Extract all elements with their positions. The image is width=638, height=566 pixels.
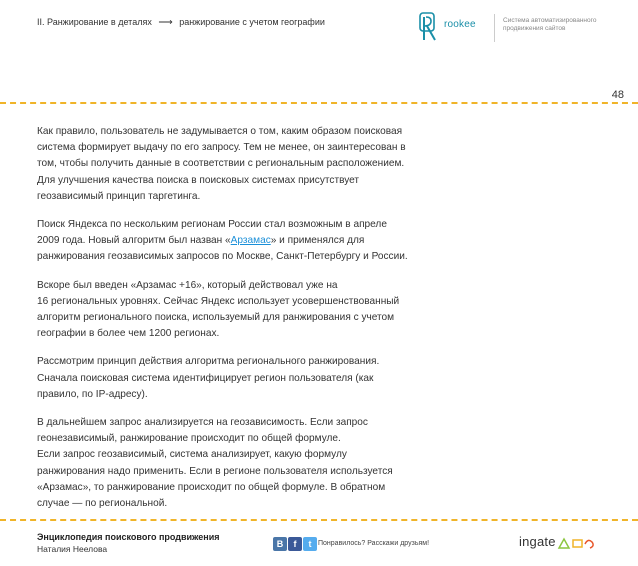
page-header <box>0 0 638 60</box>
text-line: правило, по IP-адресу). <box>37 388 148 400</box>
text-line: ранжирования надо применить. Если в регионе пользователя используется <box>37 465 393 477</box>
text-line: Поиск Яндекса по нескольким регионам России стал возможным в апреле <box>37 219 387 231</box>
breadcrumb-topic: ранжирование с учетом географии <box>179 17 325 27</box>
vk-share-icon[interactable]: B <box>273 537 287 551</box>
text-line: Как правило, пользователь не задумывается о том, каким образом поисковая <box>37 126 403 137</box>
text-line: система формирует выдачу по его запросу. Тем не менее, он заинтересован в <box>37 142 406 154</box>
paragraph-arzamas-16 <box>37 278 417 343</box>
book-author: Наталия Неелова <box>37 544 108 554</box>
tagline-line: Система автоматизированного <box>503 17 597 24</box>
rookee-tagline <box>503 17 623 33</box>
text-line: Для улучшения качества поиска в поисковых системах присутствует <box>37 174 360 186</box>
arzamas-link[interactable]: Арзамас <box>230 235 271 247</box>
tagline-line: продвижения сайтов <box>503 25 566 32</box>
text-line: Рассмотрим принцип действия алгоритма регионального ранжирования. <box>37 356 380 368</box>
text-line: алгоритм регионального поиска, используемый для ранжирования с учетом <box>37 312 395 324</box>
text-line: В дальнейшем запрос анализируется на геозависимость. Если запрос <box>37 417 368 429</box>
ingate-logo-text: ingate <box>519 534 556 549</box>
text-line: геозависимый принцип таргетинга. <box>37 190 201 202</box>
rookee-logo-text: rookee <box>444 19 476 30</box>
text-fragment: » и применялся для <box>270 235 365 247</box>
text-line: ранжирования геозависимых запросов по Москве, Санкт-Петербургу и России. <box>37 251 408 263</box>
facebook-share-icon[interactable]: f <box>288 537 302 551</box>
text-line: Сначала поисковая система идентифицирует регион пользователя (как <box>37 372 374 384</box>
text-line: Если запрос геозависимый, система анализирует, какую формулу <box>37 449 347 461</box>
paragraph-geo-analysis <box>37 415 417 512</box>
article-body <box>37 124 417 524</box>
text-line: случае — по региональной. <box>37 498 168 510</box>
breadcrumb <box>37 17 325 28</box>
text-line: геонезависимый, ранжирование происходит по общей формуле. <box>37 433 341 445</box>
text-line: 16 региональных уровнях. Сейчас Яндекс использует усовершенствованный <box>37 295 400 307</box>
text-line: Вскоре был введен «Арзамас +16», который действовал уже на <box>37 279 338 291</box>
text-line <box>37 233 417 249</box>
arrow-right-icon: ⟶ <box>158 17 173 28</box>
paragraph-algorithm-principle <box>37 354 417 403</box>
breadcrumb-section: II. Ранжирование в деталях <box>37 17 152 27</box>
share-prompt: Понравилось? Расскажи друзьям! <box>318 540 430 547</box>
book-title: Энциклопедия поискового продвижения <box>37 532 220 542</box>
twitter-share-icon[interactable]: t <box>303 537 317 551</box>
text-line: том, чтобы получить данные в соответствии с региональным расположением. <box>37 158 405 170</box>
text-line: «Арзамас», то ранжирование происходит по общей формуле. В обратном <box>37 481 386 493</box>
text-line: географии в более чем 1200 регионах. <box>37 328 220 340</box>
rookee-logo-icon <box>419 12 439 42</box>
ingate-logo-icon <box>557 536 597 550</box>
paragraph-intro <box>37 124 417 205</box>
paragraph-yandex-regions <box>37 217 417 266</box>
bottom-dashed-divider <box>0 519 638 521</box>
header-divider <box>494 14 495 42</box>
text-fragment: 2009 года. Новый алгоритм был назван « <box>37 235 231 247</box>
page-number: 48 <box>611 89 624 101</box>
social-share-buttons <box>273 537 317 551</box>
top-dashed-divider <box>0 102 638 104</box>
